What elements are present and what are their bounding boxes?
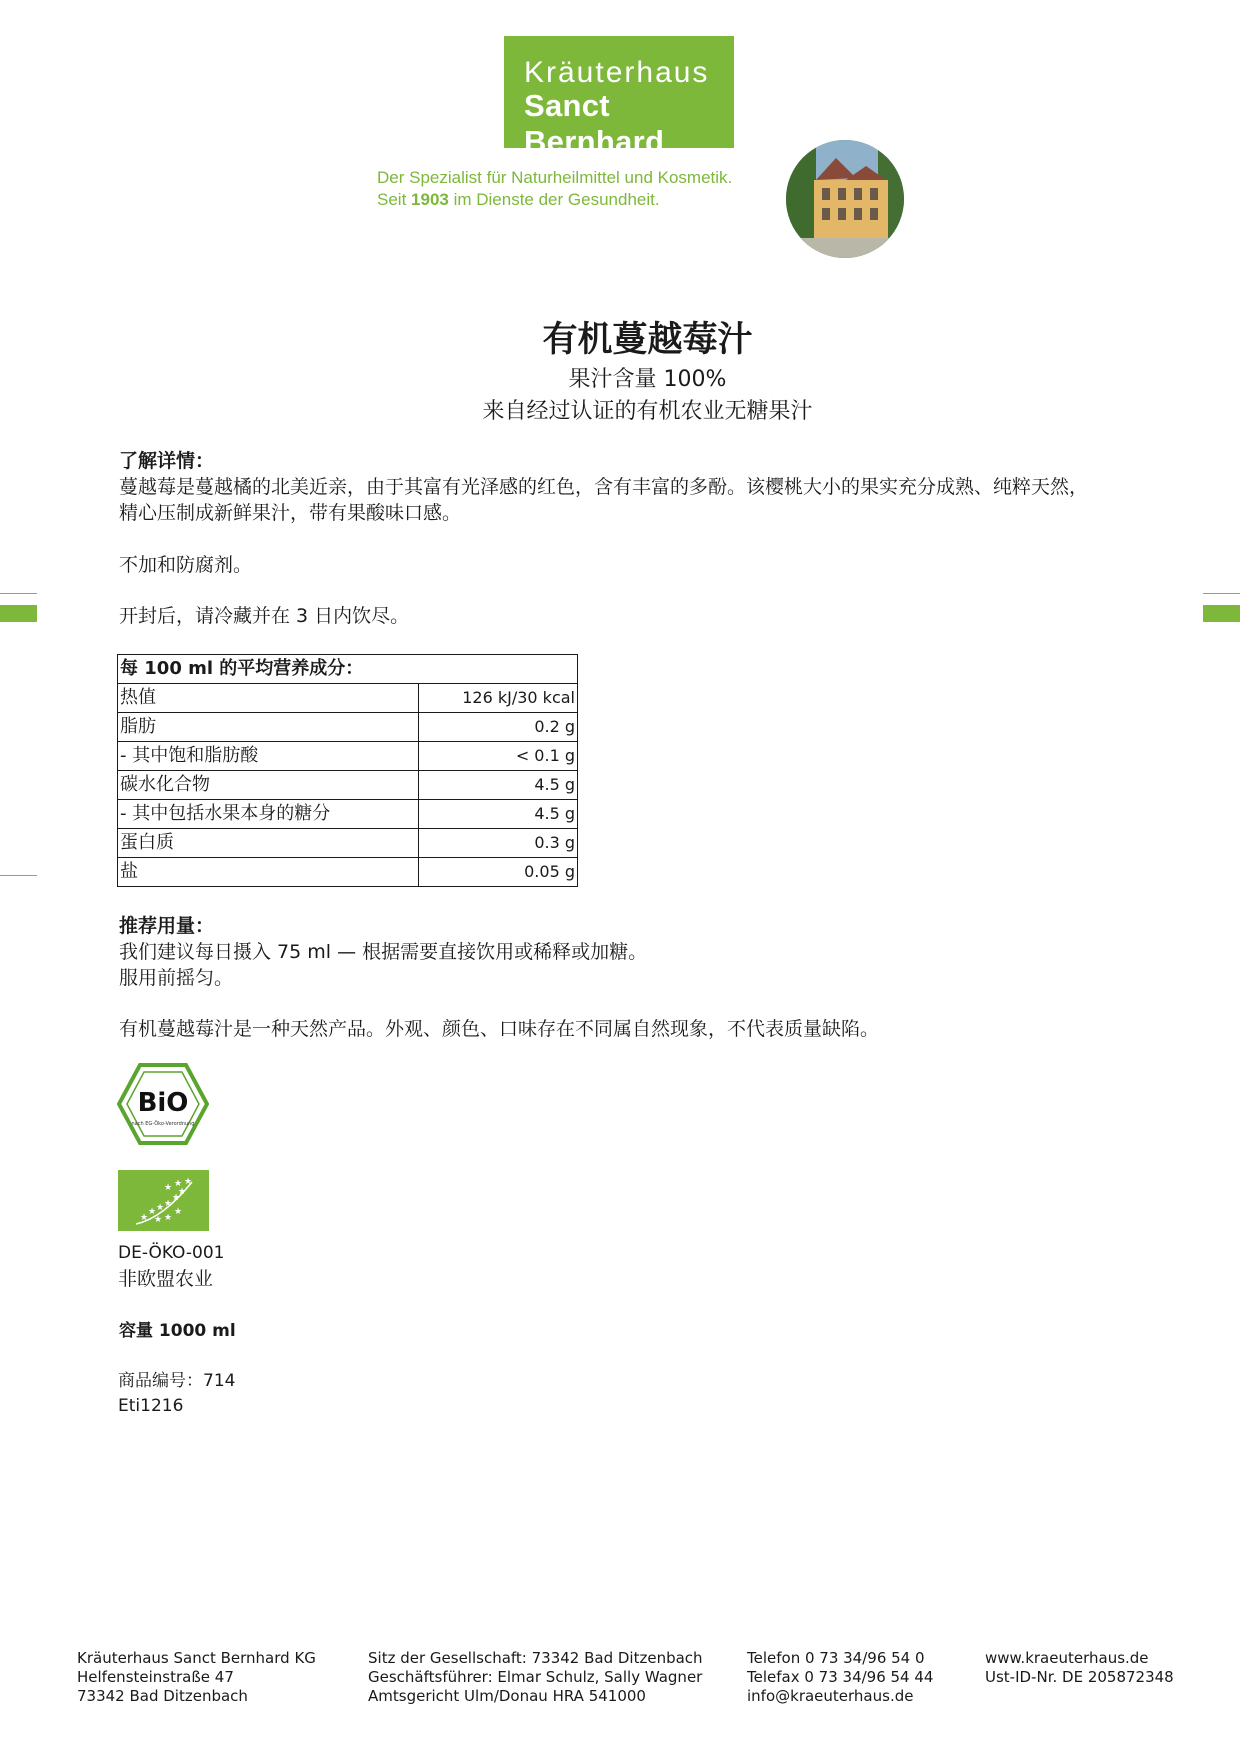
product-subtitle-1: 果汁含量 100% <box>568 367 727 392</box>
footer-email-link[interactable]: info@kraeuterhaus.de <box>747 1687 914 1705</box>
nutrition-label: 碳水化合物 <box>118 771 419 800</box>
right-registration-mark <box>1203 605 1240 622</box>
eu-organic-leaf-icon <box>118 1170 209 1231</box>
svg-text:★: ★ <box>174 1207 183 1217</box>
nutrition-label: 蛋白质 <box>118 829 419 858</box>
svg-text:★: ★ <box>164 1213 173 1223</box>
logo-line-1: Kräuterhaus <box>524 56 710 89</box>
dosage-line-1: 我们建议每日摄入 75 ml — 根据需要直接饮用或稀释或加糖。 <box>119 941 648 963</box>
left-registration-mark <box>0 605 37 622</box>
svg-text:BiO: BiO <box>137 1088 189 1118</box>
article-number: 商品编号：714 <box>118 1371 236 1391</box>
nutrition-value: < 0.1 g <box>419 742 578 771</box>
nutrition-label: - 其中包括水果本身的糖分 <box>118 800 419 829</box>
svg-text:★: ★ <box>174 1179 183 1189</box>
article-info <box>118 1369 235 1419</box>
nutrition-header: 每 100 ml 的平均营养成分： <box>118 655 578 684</box>
table-row <box>118 858 578 887</box>
dosage-heading: 推荐用量： <box>119 915 215 937</box>
footer-contact: Telefon 0 73 34/96 54 0 Telefax 0 73 34/96 54 44 info@kraeuterhaus.de <box>747 1649 934 1705</box>
tagline-line-2: Seit 1903 im Dienste der Gesundheit. <box>377 190 660 209</box>
agriculture-origin: 非欧盟农业 <box>118 1268 214 1290</box>
bio-seal-icon <box>117 1063 209 1145</box>
table-row <box>118 829 578 858</box>
svg-text:★: ★ <box>178 1187 187 1197</box>
left-top-tick <box>0 593 37 594</box>
tagline-year: 1903 <box>411 190 449 209</box>
organic-control-code: DE-ÖKO-001 <box>118 1243 225 1263</box>
product-title: 有机蔓越莓汁 <box>542 320 753 360</box>
details-heading: 了解详情： <box>119 450 215 472</box>
brand-logo <box>504 36 734 159</box>
footer-website-link[interactable]: www.kraeuterhaus.de <box>985 1649 1149 1667</box>
nutrition-label: 盐 <box>118 858 419 887</box>
building-photo <box>786 140 904 258</box>
table-row <box>118 800 578 829</box>
nutrition-value: 4.5 g <box>419 800 578 829</box>
tagline <box>377 167 732 211</box>
nutrition-table <box>117 654 578 887</box>
right-top-tick <box>1203 593 1240 594</box>
svg-text:★: ★ <box>164 1183 173 1193</box>
certification-block <box>118 1240 224 1292</box>
label-code: Eti1216 <box>118 1396 184 1416</box>
nutrition-value: 4.5 g <box>419 771 578 800</box>
table-row <box>118 713 578 742</box>
product-subtitle-2: 来自经过认证的有机农业无糖果汁 <box>482 399 813 424</box>
footer-company: Kräuterhaus Sanct Bernhard KG Helfensteinstraße 47 73342 Bad Ditzenbach <box>77 1649 316 1705</box>
left-fold-mark <box>0 875 37 876</box>
svg-text:★: ★ <box>148 1207 157 1217</box>
svg-text:★: ★ <box>140 1213 149 1223</box>
details-paragraph-1: 蔓越莓是蔓越橘的北美近亲，由于其富有光泽感的红色，含有丰富的多酚。该樱桃大小的果实充分成熟、纯粹天然， 精心压制成新鲜果汁，带有果酸味口感。 <box>119 476 1089 524</box>
svg-text:★: ★ <box>164 1199 173 1209</box>
nutrition-header-row <box>118 655 578 684</box>
dosage-line-2: 服用前摇匀。 <box>119 967 234 989</box>
nutrition-value: 0.2 g <box>419 713 578 742</box>
svg-text:★: ★ <box>154 1215 163 1225</box>
footer-web: www.kraeuterhaus.de Ust-ID-Nr. DE 205872348 <box>985 1649 1174 1686</box>
nutrition-value: 0.05 g <box>419 858 578 887</box>
details-paragraph-3: 开封后，请冷藏并在 3 日内饮尽。 <box>119 605 410 627</box>
nutrition-label: 热值 <box>118 684 419 713</box>
svg-text:nach EG-Öko-Verordnung: nach EG-Öko-Verordnung <box>131 1121 195 1127</box>
footer-legal: Sitz der Gesellschaft: 73342 Bad Ditzenbach Geschäftsführer: Elmar Schulz, Sally Wagner Amtsgericht Ulm/Donau HRA 541000 <box>368 1649 703 1705</box>
nutrition-value: 126 kJ/30 kcal <box>419 684 578 713</box>
nutrition-value: 0.3 g <box>419 829 578 858</box>
logo-line-2: Sanct Bernhard <box>524 88 665 159</box>
table-row <box>118 742 578 771</box>
svg-text:★: ★ <box>184 1177 193 1187</box>
table-row <box>118 684 578 713</box>
tagline-line-1: Der Spezialist für Naturheilmittel und Kosmetik. <box>377 168 733 187</box>
svg-text:★: ★ <box>156 1203 165 1213</box>
volume: 容量 1000 ml <box>119 1321 236 1341</box>
natural-product-note: 有机蔓越莓汁是一种天然产品。外观、颜色、口味存在不同属自然现象，不代表质量缺陷。 <box>119 1018 880 1040</box>
nutrition-label: - 其中饱和脂肪酸 <box>118 742 419 771</box>
table-row <box>118 771 578 800</box>
nutrition-label: 脂肪 <box>118 713 419 742</box>
svg-text:★: ★ <box>172 1193 181 1203</box>
details-paragraph-2: 不加和防腐剂。 <box>119 554 253 576</box>
